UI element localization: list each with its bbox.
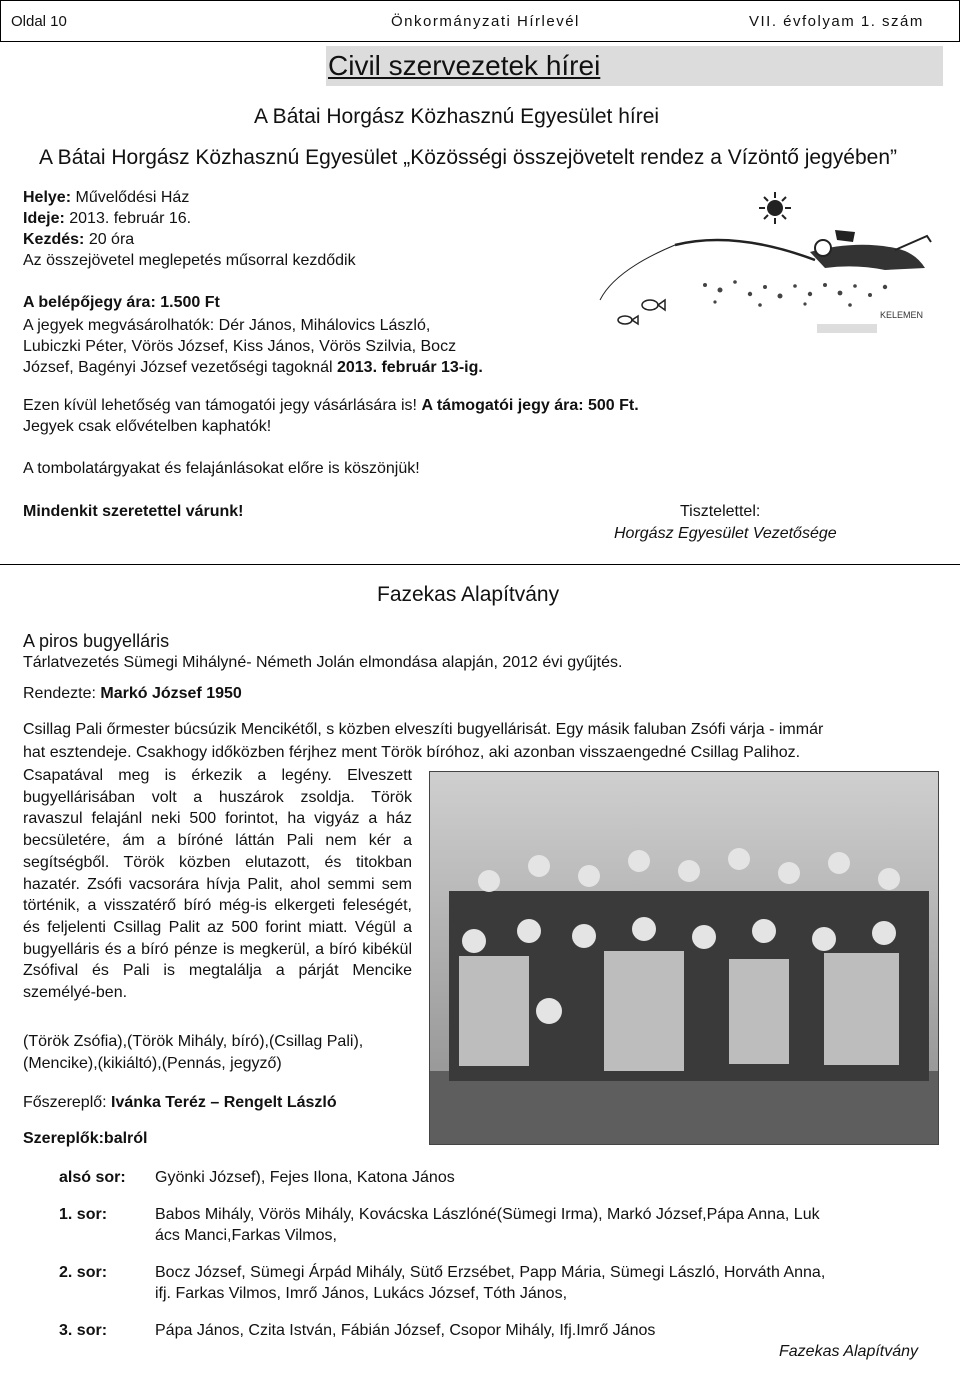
roles-line-1: (Török Zsófia),(Török Mihály, bíró),(Csillag Pali),	[23, 1033, 364, 1050]
foundation-heading: Fazekas Alapítvány	[377, 583, 560, 606]
story-line-1: Csillag Pali őrmester búcsúzik Mencikétől, s közben elveszíti bugyellárisát. Egy másik faluban Zsófi várja - immár	[23, 721, 824, 738]
cast-row-names: Babos Mihály, Vörös Mihály, Kovácska Lászlóné(Sümegi Irma), Markó József,Pápa Anna, Luk	[155, 1206, 820, 1223]
venue-line	[23, 189, 189, 207]
fishing-subheading: A Bátai Horgász Közhasznú Egyesület „Közösségi összejövetelt rendez a Vízöntő jegyében”	[39, 146, 897, 169]
cast-heading: Szereplők:balról	[23, 1130, 148, 1147]
cast-row-names: Bocz József, Sümegi Árpád Mihály, Sütő Erzsébet, Papp Mária, Sümegi László, Horváth Anna,	[155, 1264, 826, 1281]
sellers-deadline: 2013. február 13-ig.	[336, 359, 483, 376]
sellers-line-3: József, Bagényi József vezetőségi tagoknál 2013. február 13-ig.	[23, 359, 483, 376]
play-subtitle: Tárlatvezetés Sümegi Mihályné- Németh Jolán elmondása alapján, 2012 évi gyűjtés.	[23, 654, 623, 671]
volume-info: VII. évfolyam 1. szám	[749, 13, 924, 30]
roles-line-2: (Mencike),(kikiáltó),(Pennás, jegyző)	[23, 1055, 282, 1072]
story-column: Csapatával meg is érkezik a legény. Elveszett bugyellárisában volt a huszárok zsoldja. Török ravaszul felajánl neki 500 forintot, ha vigyáz a ház becsületére, ám a bíróné láttán Pali nem kér a segítségből. Török közben elutazott, és titokban hazatér. Zsófi vacsorára hívja Palit, ahol semmi sem történik, a visszatérő bíró még-is elkergeti feleségét, és feljelenti Csillag Palit az 500 forint miatt. Végül a bugyelláris és a bíró pénze is megkerül, a bíró kibékül Zsófival és Pali is megtalálja a párját Mencike személyé-ben.	[23, 767, 412, 1002]
cast-row-label: 2. sor:	[59, 1264, 108, 1281]
svg-text:KELEMEN: KELEMEN	[880, 310, 924, 320]
director: Markó József 1950	[100, 685, 242, 702]
publication-name: Önkormányzati Hírlevél	[391, 13, 580, 30]
cast-row-names: Pápa János, Czita István, Fábián József, Csopor Mihály, Ifj.Imrő János	[155, 1322, 656, 1339]
fishing-heading: A Bátai Horgász Közhasznú Egyesület hírei	[254, 105, 660, 128]
start-label: Kezdés:	[23, 231, 85, 248]
support-price: A támogatói jegy ára: 500 Ft.	[421, 397, 639, 414]
fishing-signature: Horgász Egyesület Vezetősége	[614, 525, 837, 542]
sellers-line-2: Lubiczki Péter, Vörös József, Kiss János, Vörös Szilvia, Bocz	[23, 338, 457, 355]
presale-note: Jegyek csak elővételben kaphatók!	[23, 418, 272, 435]
venue-label: Helye:	[23, 189, 72, 206]
support-line: Ezen kívül lehetőség van támogatói jegy vásárlására is! A támogatói jegy ára: 500 Ft.	[23, 397, 639, 414]
sellers-line-1: A jegyek megvásárolhatók: Dér János, Mihálovics László,	[23, 317, 431, 334]
section-title: Civil szervezetek hírei	[328, 50, 601, 81]
raffle-note: A tombolatárgyakat és felajánlásokat előre is köszönjük!	[23, 460, 420, 477]
section-banner	[326, 46, 943, 86]
cast-row-label: 3. sor:	[59, 1322, 108, 1339]
lead-actors: Ivánka Teréz – Rengelt László	[111, 1094, 337, 1111]
date-line	[23, 210, 191, 228]
fisherman-cartoon	[555, 190, 940, 340]
regards-line: Tisztelettel:	[680, 503, 761, 520]
sun-icon	[759, 192, 791, 224]
venue: Művelődési Ház	[75, 189, 190, 206]
cast-row-names-cont: ács Manci,Farkas Vilmos,	[155, 1227, 337, 1244]
foundation-signature: Fazekas Alapítvány	[779, 1343, 919, 1360]
ticket-price: A belépőjegy ára: 1.500 Ft	[23, 294, 220, 311]
cast-row-names-cont: ifj. Farkas Vilmos, Imrő János, Lukács József, Tóth János,	[155, 1285, 568, 1302]
page-header	[0, 0, 960, 42]
cast-row-label: alsó sor:	[59, 1169, 126, 1186]
date-label: Ideje:	[23, 210, 65, 227]
start-time: 20 óra	[88, 231, 135, 248]
story-line-2: hat esztendeje. Csakhogy időközben férjhez ment Török bíróhoz, aki azonban visszaengedné Csillag Palihoz.	[23, 744, 801, 761]
welcome-line: Mindenkit szeretettel várunk!	[23, 503, 244, 520]
cast-row-label: 1. sor:	[59, 1206, 108, 1223]
cast-row-names: Gyönki József), Fejes Ilona, Katona János	[155, 1169, 455, 1186]
page-number: Oldal 10	[11, 13, 67, 30]
start-line	[23, 231, 134, 249]
section-divider	[0, 564, 960, 565]
play-title: A piros bugyelláris	[23, 631, 170, 651]
cast-photo	[429, 771, 939, 1145]
program-note: Az összejövetel meglepetés műsorral kezdődik	[23, 252, 356, 269]
date: 2013. február 16.	[69, 210, 192, 227]
lead-line: Főszereplő: Ivánka Teréz – Rengelt László	[23, 1094, 337, 1111]
director-line: Rendezte: Markó József 1950	[23, 685, 242, 702]
